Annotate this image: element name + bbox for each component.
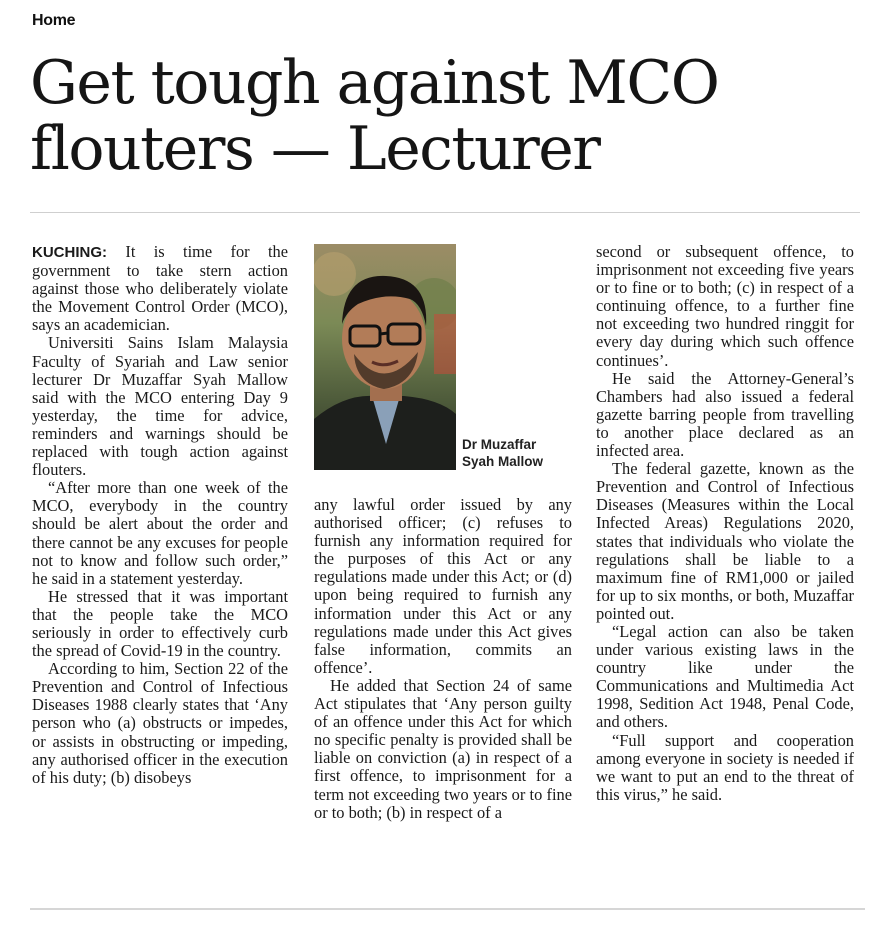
caption-line: Syah Mallow [462,454,544,469]
article-column-3 [596,243,854,804]
author-photo [314,244,456,470]
caption-line: Dr Muzaffar [462,437,537,452]
portrait-illustration [314,244,456,470]
paragraph: The federal gazette, known as the Prevention and Control of Infectious Diseases (Measures within the Local Infected Areas) Regulations 2020, states that individuals who violate the regulations shall be liable to a maximum fine of RM1,000 or jailed for up to six months, or both, Muzaffar pointed out. [596,459,854,623]
bottom-divider [30,908,865,910]
headline-divider [30,212,860,213]
paragraph: According to him, Section 22 of the Prevention and Control of Infectious Diseases 1988 clearly states that ‘Any person who (a) obstructs or impedes, or assists in obstructing or impeding, any authorised officer in the execution of his duty; (b) disobeys [32,659,288,787]
paragraph: “Legal action can also be taken under various existing laws in the country like under the Communications and Multimedia Act 1998, Sedition Act 1948, Penal Code, and others. [596,621,854,732]
paragraph [32,243,288,334]
paragraph: “Full support and cooperation among everyone in society is needed if we want to put an end to the threat of this virus,” he said. [596,730,854,804]
dateline: KUCHING: [32,244,107,261]
paragraph: any lawful order issued by any authorised officer; (c) refuses to furnish any information required for the purposes of this Act or any regulations made under this Act; or (d) upon being required to furnish any information under this Act or any regulations made under this Act gives false information, commits an offence’. [314,495,572,677]
photo-caption [462,436,572,470]
paragraph: second or subsequent offence, to imprisonment not exceeding five years or to fine or to both; (c) in respect of a continuing offence, to a further fine not exceeding two hundred ringgit for every day during which such offence continues’. [596,242,854,370]
paragraph: “After more than one week of the MCO, everybody in the country should be alert about the order and there cannot be any excuses for people not to know and follow such order,” he said in a statement yesterday. [32,478,288,588]
article-column-2 [314,496,572,822]
article-column-1 [32,243,288,787]
paragraph: He added that Section 24 of same Act stipulates that ‘Any person guilty of an offence under this Act for which no specific penalty is provided shall be liable on conviction (a) in respect of a first offence, to imprisonment for a term not exceeding two years or to fine or to both; (b) in respect of a [314,675,572,822]
section-label: Home [32,12,76,29]
paragraph: Universiti Sains Islam Malaysia Faculty of Syariah and Law senior lecturer Dr Muzaffar Syah Mallow said with the MCO entering Day 9 yesterday, the time for advice, reminders and warnings should be replaced with tough action against flouters. [32,333,288,480]
headline: Get tough against MCO flouters — Lecturer [30,48,719,184]
paragraph: He said the Attorney-General’s Chambers had also issued a federal gazette barring people from travelling to another place declared as an infected area. [596,368,854,461]
paragraph: He stressed that it was important that the people take the MCO seriously in order to effectively curb the spread of Covid-19 in the country. [32,586,288,661]
paragraph-text: It is time for the government to take stern action against those who deliberately violate the Movement Control Order (MCO), says an academician. [32,242,288,335]
